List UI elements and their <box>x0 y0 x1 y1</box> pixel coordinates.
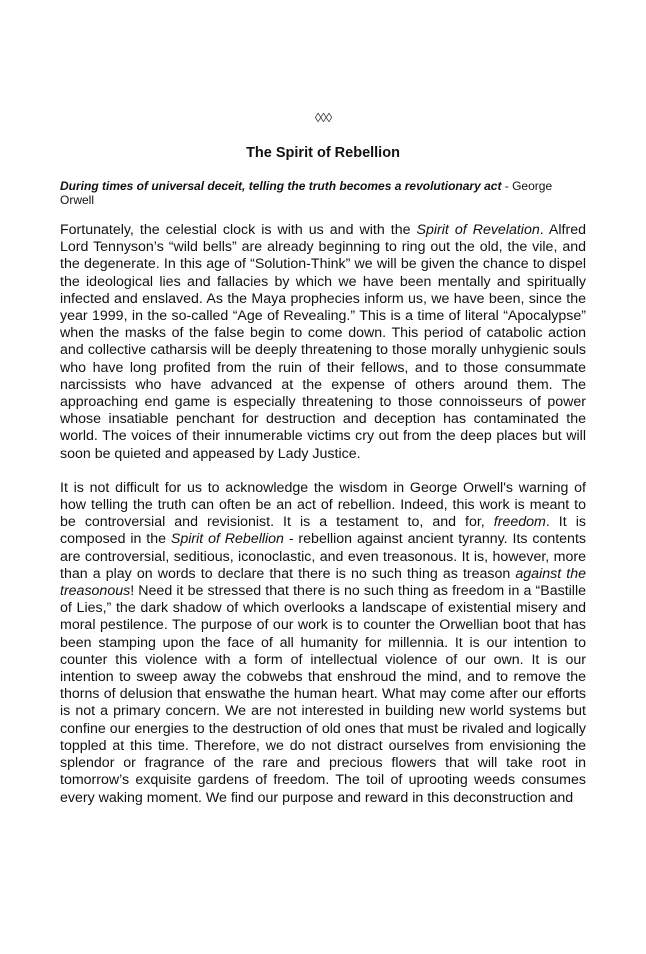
epigraph <box>60 179 586 207</box>
p2-emphasis-3: against the treasonous <box>60 565 586 600</box>
section-ornament: ◊◊◊ <box>314 110 332 125</box>
p1-emphasis-1: Spirit of Revelation <box>416 222 540 238</box>
p2-text-3: - rebellion against ancient tyranny. Its contents are controversial, seditious, iconoclastic, and even treasonous. It is, however, more than a play on words to declare that there is no such thing as treason <box>60 531 586 582</box>
paragraph-2 <box>60 480 586 807</box>
p2-text-4: ! Need it be stressed that there is no such thing as freedom in a “Bastille of Lies,” the dark shadow of which overlooks a landscape of existential misery and moral pestilence. The purpose of our work is to counter the Orwellian boot that has been stamping upon the face of all humanity for millennia. It is our intention to counter this violence with a form of intellectual violence of our own. It is our intention to sweep away the cobwebs that enshroud the mind, and to remove the thorns of delusion that enswathe the human heart. What may come after our efforts is not a primary concern. We are not interested in building new world systems but confine our energies to the destruction of old ones that must be rivaled and logically toppled at this time. Therefore, we do not distract ourselves from envisioning the splendor or fragrance of the rare and precious flowers that will take root in tomorrow’s exquisite gardens of freedom. The toil of uprooting weeds consumes every waking moment. We find our purpose and reward in this deconstruction and <box>60 583 586 806</box>
p2-text-2: . It is composed in the <box>60 514 586 548</box>
p2-emphasis-2: Spirit of Rebellion <box>170 531 284 548</box>
p1-text-1: Fortunately, the celestial clock is with us and with the <box>60 222 417 238</box>
p1-text-2: . Alfred Lord Tennyson’s “wild bells” are already beginning to ring out the old, the vile, and the degenerate. In this age of “Solution-Think” we will be given the chance to dispel the ideological lies and fallacies by which we have been mentally and spiritually infected and enslaved. As the Maya prophecies inform us, we have been, since the year 1999, in the so-called “Age of Revealing.” This is a time of literal “Apocalypse” when the masks of the false begin to come down. This period of catabolic action and collective catharsis will be deeply threatening to those morally unhygienic souls who have long profited from the ruin of their fellows, and to those consummate narcissists who have advanced at the expense of others around them. The approaching end game is especially threatening to those connoisseurs of power whose insatiable penchant for destruction and deception has contaminated the world. The voices of their innumerable victims cry out from the deep places but will soon be quieted and appeased by Lady Justice. <box>60 222 586 462</box>
epigraph-attribution: - George Orwell <box>60 179 553 207</box>
document-page <box>60 108 586 824</box>
epigraph-quote: During times of universal deceit, telling the truth becomes a revolutionary act <box>60 179 502 193</box>
p2-emphasis-1: freedom <box>493 514 546 531</box>
chapter-title: The Spirit of Rebellion <box>246 145 400 161</box>
paragraph-1 <box>60 222 586 463</box>
p2-text-1: It is not difficult for us to acknowledge the wisdom in George Orwell's warning of how telling the truth can often be an act of rebellion. Indeed, this work is meant to be controversial and revisionist. It is a testament to, and for, <box>60 479 586 531</box>
